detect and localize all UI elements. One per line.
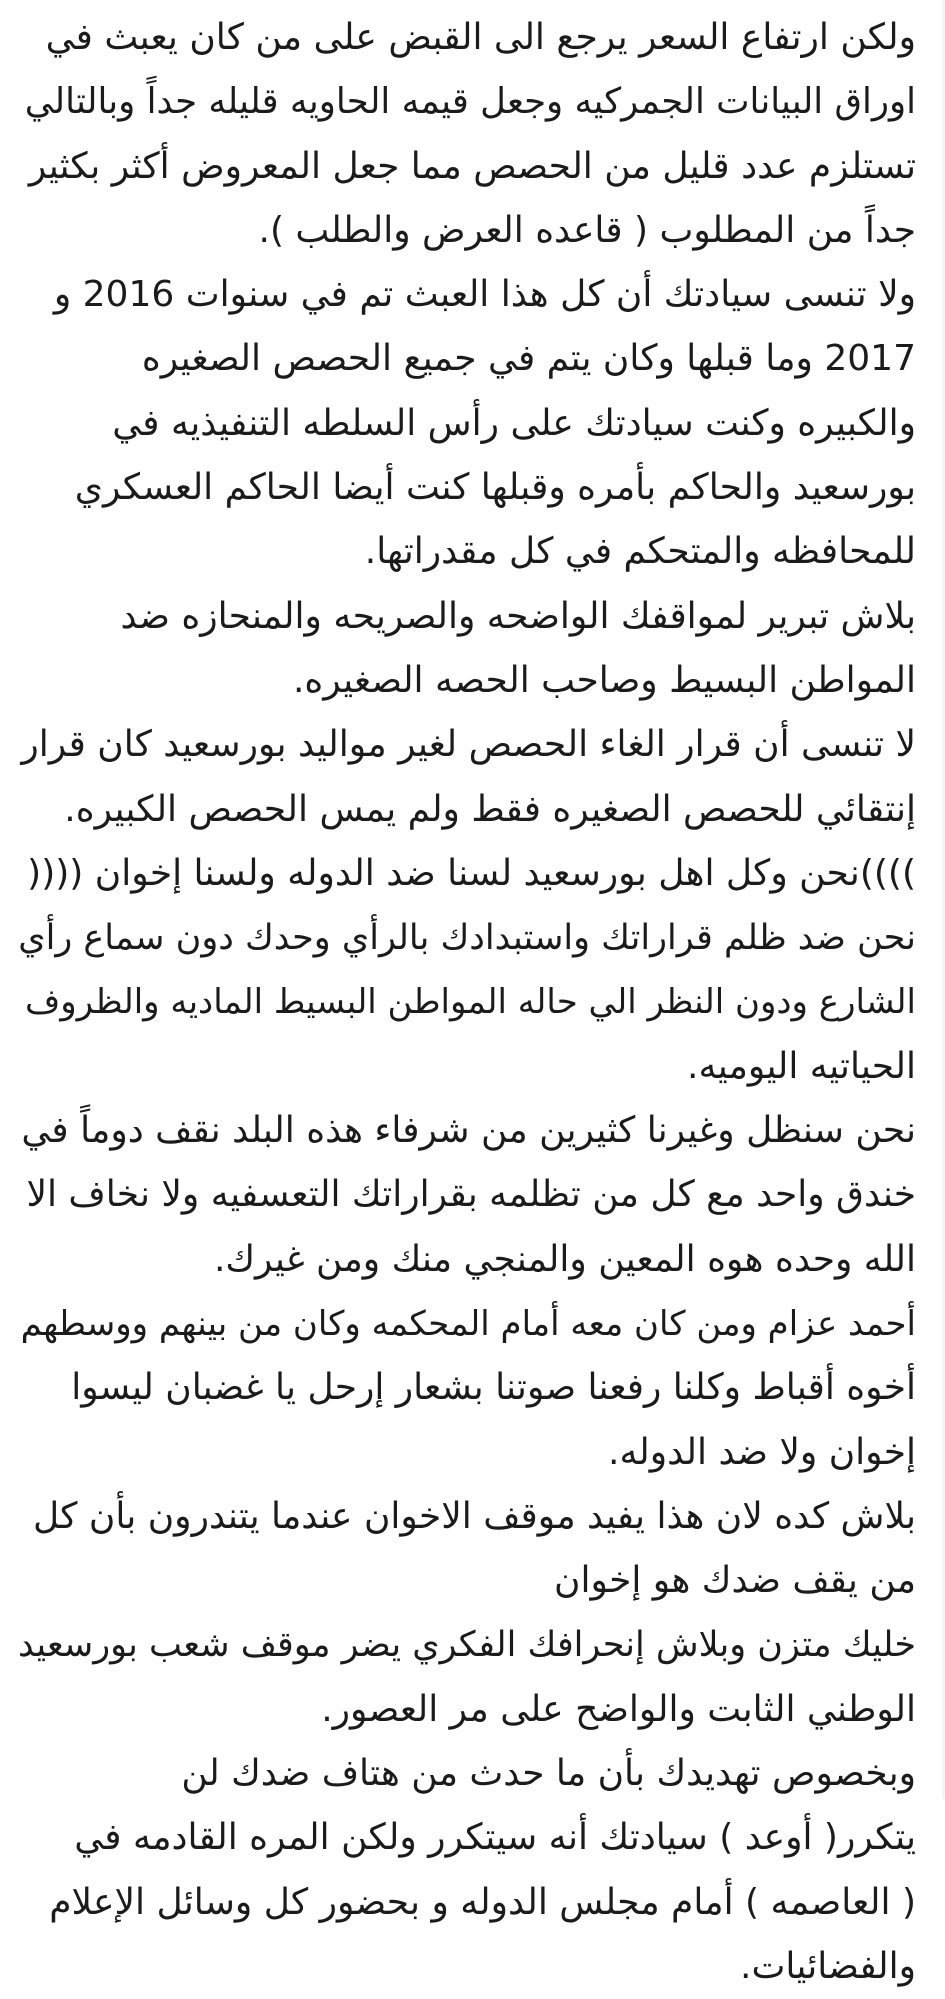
text-line: من يقف ضدك هو إخوان	[554, 1560, 916, 1602]
text-line: أحمد عزام ومن كان معه أمام المحكمه وكان من بينهم ووسطهم	[20, 1303, 916, 1344]
text-line: بلاش كده لان هذا يفيد موقف الاخوان عندما يتندرون بأن كل	[33, 1495, 916, 1537]
text-line: ))))نحن وكل اهل بورسعيد لسنا ضد الدوله ولسنا إخوان ((((	[27, 852, 916, 894]
text-line: الشارع ودون النظر الي حاله المواطن البسيط الماديه والظروف	[25, 982, 916, 1023]
text-line: ولا تنسى سيادتك أن كل هذا العبث تم في سنوات 2016 و	[53, 274, 916, 316]
text-line: لا تنسى أن قرار الغاء الحصص لغير مواليد بورسعيد كان قرار	[21, 724, 916, 766]
text-line: أخوه أقباط وكلنا رفعنا صوتنا بشعار إرحل يا غضبان ليسوا	[71, 1367, 916, 1409]
text-line: والفضائيات.	[740, 1945, 916, 1987]
post-body-text	[16, 6, 916, 1999]
text-line: إنتقائي للحصص الصغيره فقط ولم يمس الحصص الكبيره.	[64, 788, 916, 830]
text-line: بورسعيد والحاكم بأمره وقبلها كنت أيضا الحاكم العسكري	[74, 467, 916, 509]
text-line: نحن ضد ظلم قراراتك واستبدادك بالرأي وحدك دون سماع رأي	[18, 918, 916, 959]
text-line: إخوان ولا ضد الدوله.	[608, 1431, 916, 1473]
text-line: خليك متزن وبلاش إنحرافك الفكري يضر موقف شعب بورسعيد	[18, 1625, 916, 1666]
text-line: ولكن ارتفاع السعر يرجع الى القبض على من كان يعبث في	[45, 17, 916, 58]
text-line: الوطني الثابت والواضح على مر العصور.	[321, 1688, 916, 1730]
text-line: وبخصوص تهديدك بأن ما حدث من هتاف ضدك لن	[181, 1753, 916, 1795]
text-line: نحن سنظل وغيرنا كثيرين من شرفاء هذه البلد نقف دوماً في	[21, 1110, 916, 1152]
text-line: جداً من المطلوب ( قاعده العرض والطلب ).	[258, 209, 916, 251]
text-line: اوراق البيانات الجمركيه وجعل قيمه الحاويه قليله جداً وبالتالي	[24, 81, 916, 123]
text-line: 2017 وما قبلها وكان يتم في جميع الحصص الصغيره	[141, 338, 916, 380]
text-line: ( العاصمه ) أمام مجلس الدوله و بحضور كل وسائل الإعلام	[49, 1881, 916, 1923]
text-line: المواطن البسيط وصاحب الحصه الصغيره.	[292, 659, 916, 701]
text-line: الله وحده هوه المعين والمنجي منك ومن غيرك.	[213, 1238, 916, 1280]
text-line: تستلزم عدد قليل من الحصص مما جعل المعروض أكثر بكثير	[28, 145, 916, 187]
text-line: الحياتيه اليوميه.	[687, 1045, 916, 1087]
text-line: بلاش تبرير لمواقفك الواضحه والصريحه والمنحازه ضد	[120, 595, 916, 637]
text-line: يتكرر( أوعد ) سيادتك أنه سيتكرر ولكن المره القادمه في	[74, 1817, 916, 1859]
text-line: والكبيره وكنت سيادتك على رأس السلطه التنفيذيه في	[112, 402, 916, 444]
text-line: للمحافظه والمتحكم في كل مقدراتها.	[364, 531, 916, 573]
text-line: خندق واحد مع كل من تظلمه بقراراتك التعسفيه ولا نخاف الا	[26, 1174, 916, 1216]
